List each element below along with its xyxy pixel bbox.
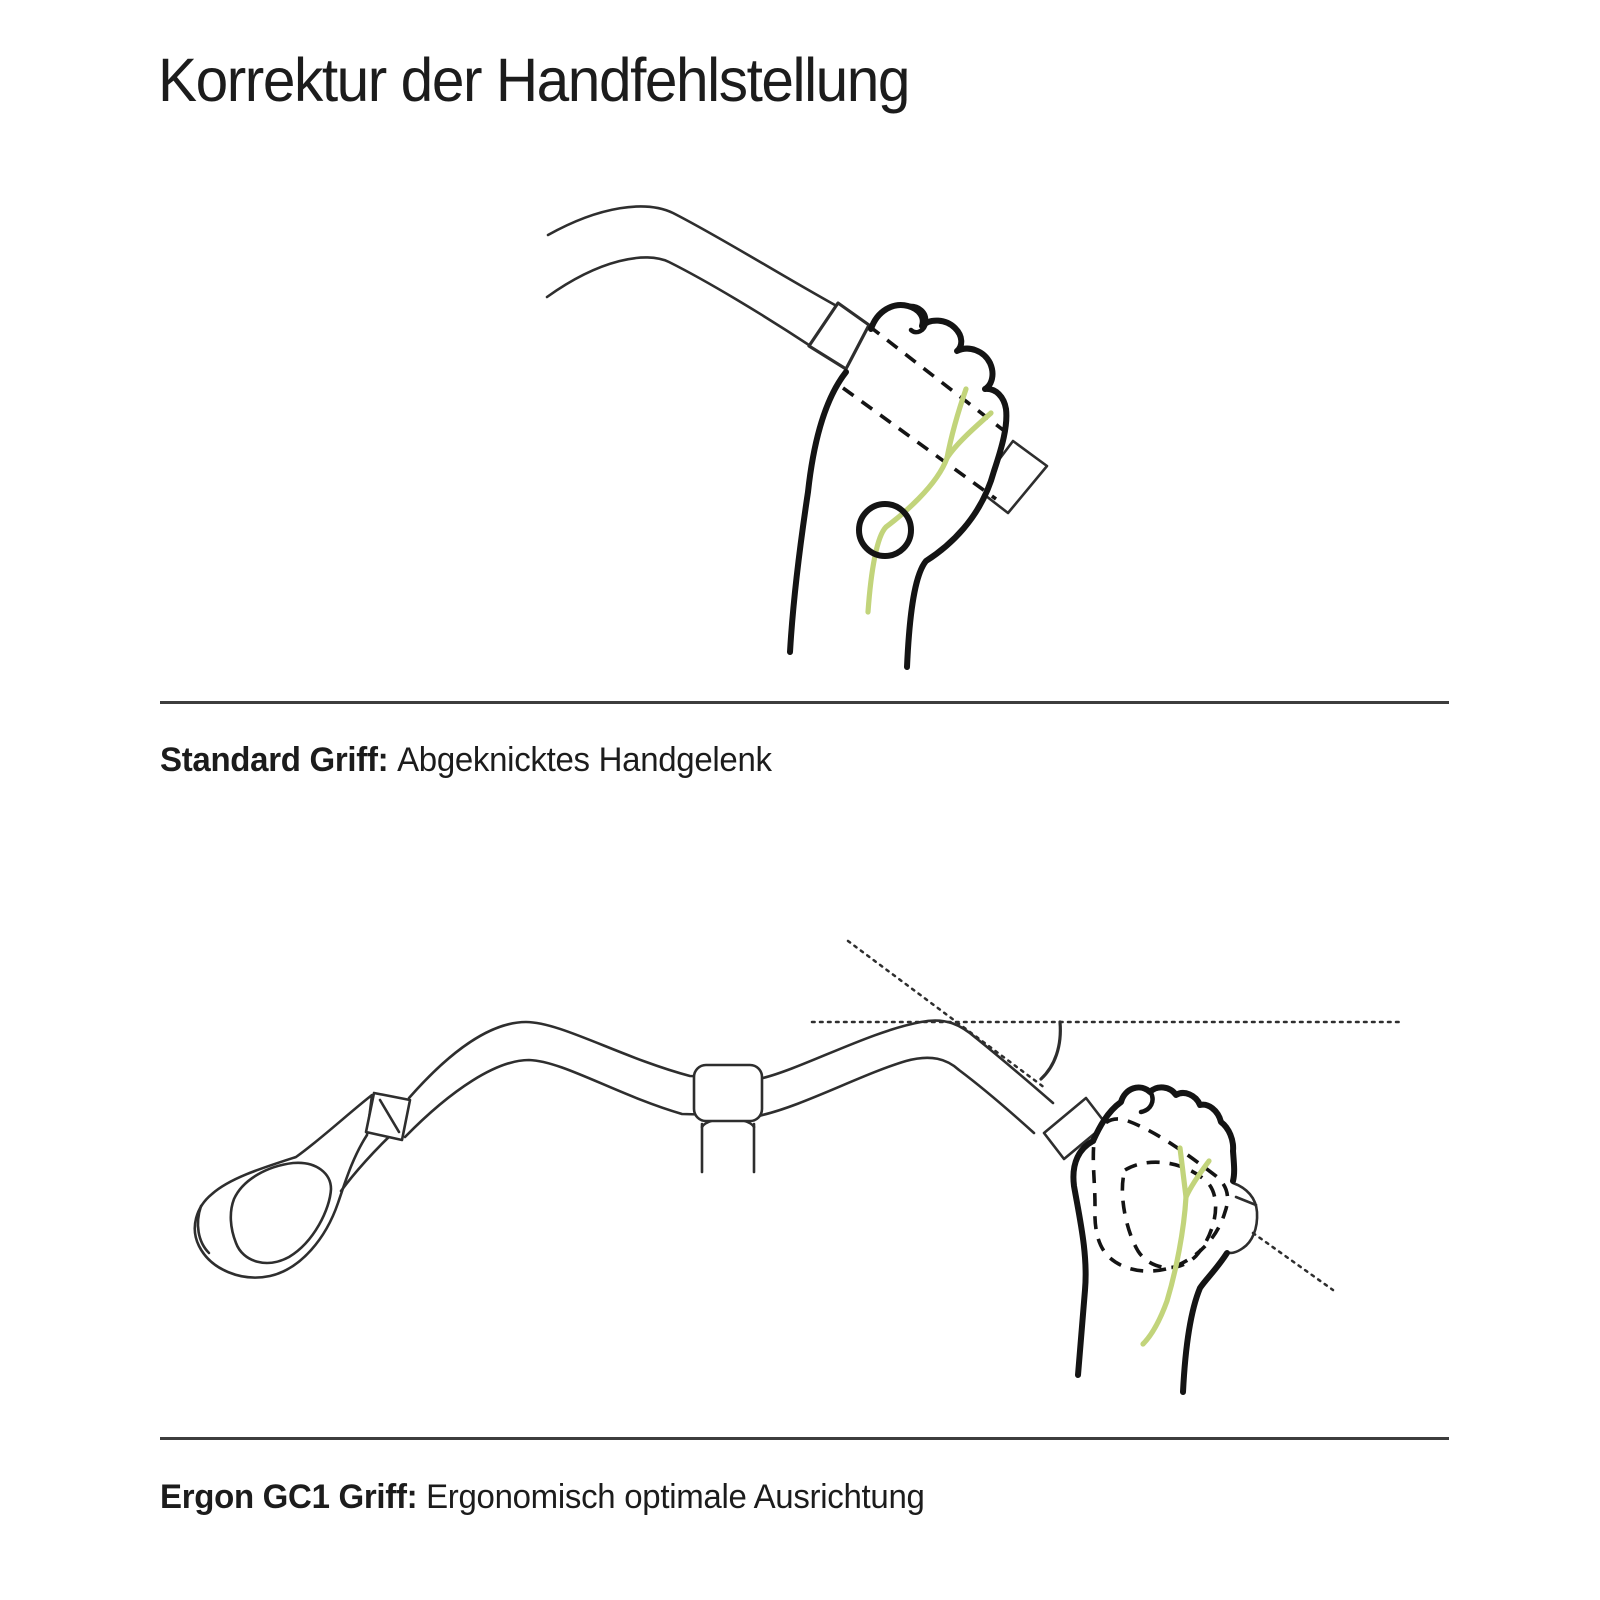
caption-ergon-gc1-grip: [160, 1478, 925, 1517]
fist-fill: [790, 305, 1006, 667]
standard-grip-illustration: [547, 206, 1047, 667]
separator-rule: [160, 1437, 1449, 1440]
bar-axis-dotted-guide-upper: [848, 941, 1045, 1088]
caption-label: Standard Griff:: [160, 741, 389, 779]
ergon-gc1-illustration: [195, 941, 1402, 1392]
gc1-grip-drawing: [195, 1093, 410, 1278]
caption-standard-grip: [160, 741, 772, 780]
bar-axis-dotted-guide-lower: [1253, 1233, 1333, 1290]
handlebar-drawing: [547, 206, 842, 347]
gc1-grip-collar: [366, 1093, 410, 1140]
stem-drawing: [694, 1065, 762, 1172]
caption-text: Abgeknicktes Handgelenk: [397, 741, 772, 779]
separator-rule: [160, 701, 1449, 704]
caption-text: Ergonomisch optimale Ausrichtung: [426, 1478, 925, 1516]
stem-clamp: [694, 1065, 762, 1121]
caption-label: Ergon GC1 Griff:: [160, 1478, 418, 1516]
angle-arc: [1041, 1022, 1060, 1079]
page-title: Korrektur der Handfehlstellung: [158, 46, 910, 114]
